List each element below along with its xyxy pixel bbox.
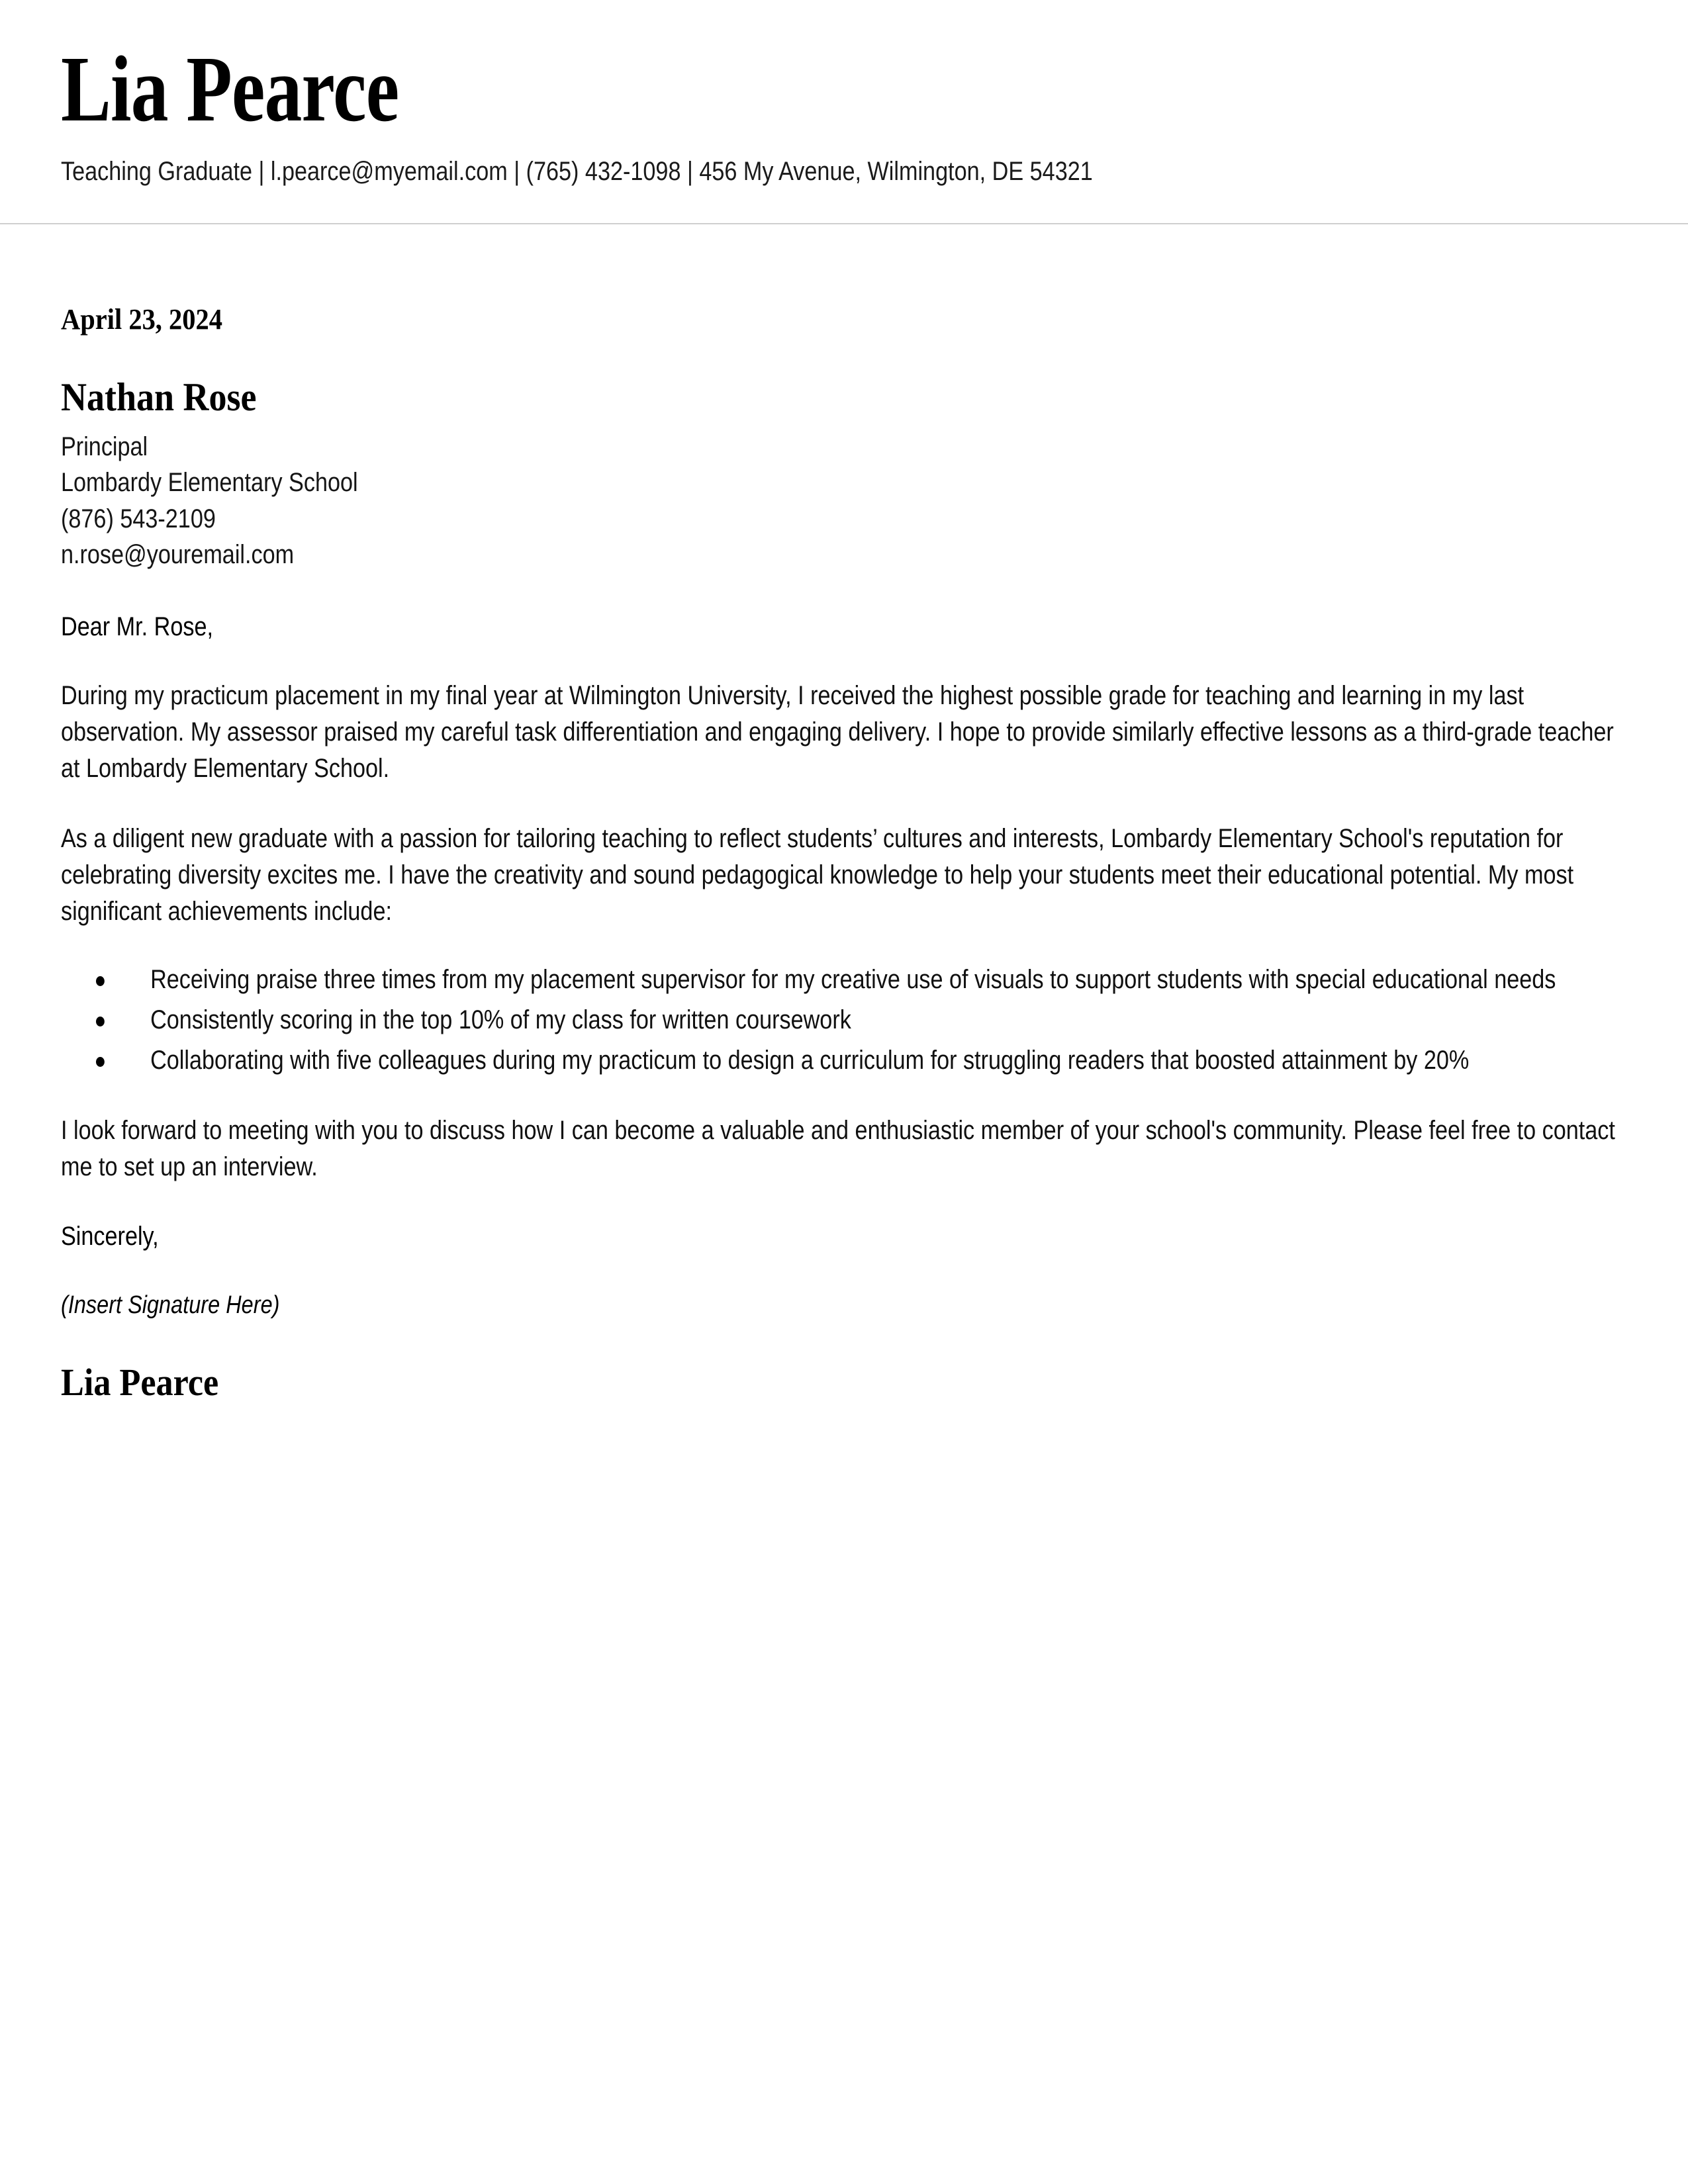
letter-date: April 23, 2024 [61, 302, 223, 336]
list-item [61, 962, 1625, 998]
list-item [61, 1042, 1625, 1079]
bullet-dot-icon [96, 976, 105, 986]
body-paragraph-2: As a diligent new graduate with a passion for tailoring teaching to reflect students’ cultures and interests, Lombardy Elementary School's reputation for celebrating diversity excites me. I have the creativity and sound pedagogical knowledge to help your students meet their educational potential. My most significant achievements include: [61, 823, 1574, 926]
closing-paragraph: I look forward to meeting with you to discuss how I can become a valuable and enthusiastic member of your school's community. Please feel free to contact me to set up an interview. [61, 1115, 1615, 1181]
recipient-job-title: Principal [61, 432, 148, 462]
recipient-email: n.rose@youremail.com [61, 540, 295, 570]
signature-name: Lia Pearce [61, 1361, 219, 1404]
bullet-dot-icon [96, 1017, 105, 1026]
candidate-name: Lia Pearce [61, 36, 399, 141]
header-divider [0, 223, 1688, 224]
recipient-organization: Lombardy Elementary School [61, 468, 358, 498]
recipient-block [61, 375, 1624, 573]
list-item [61, 1002, 1625, 1038]
recipient-phone: (876) 543-2109 [61, 504, 216, 533]
achievements-list [61, 962, 1625, 1079]
sign-off: Sincerely, [61, 1222, 159, 1251]
achievement-text: Receiving praise three times from my placement supervisor for my creative use of visuals to support students with special educational needs [150, 965, 1556, 995]
achievement-text: Collaborating with five colleagues during my practicum to design a curriculum for struggling readers that boosted attainment by 20% [150, 1046, 1470, 1075]
letter-body [0, 302, 1688, 1406]
recipient-name: Nathan Rose [61, 375, 257, 419]
bullet-dot-icon [96, 1057, 105, 1067]
signature-placeholder: (Insert Signature Here) [61, 1291, 280, 1320]
letter-header [0, 0, 1688, 224]
salutation: Dear Mr. Rose, [61, 612, 213, 641]
body-paragraph-1: During my practicum placement in my final year at Wilmington University, I received the highest possible grade for teaching and learning in my last observation. My assessor praised my careful task differentiation and engaging delivery. I hope to provide similarly effective lessons as a third-grade teacher at Lombardy Elementary School. [61, 680, 1614, 784]
candidate-contact-line: Teaching Graduate | l.pearce@myemail.com | (765) 432-1098 | 456 My Avenue, Wilmington, DE 54321 [61, 156, 1093, 186]
achievement-text: Consistently scoring in the top 10% of my class for written coursework [150, 1005, 851, 1035]
